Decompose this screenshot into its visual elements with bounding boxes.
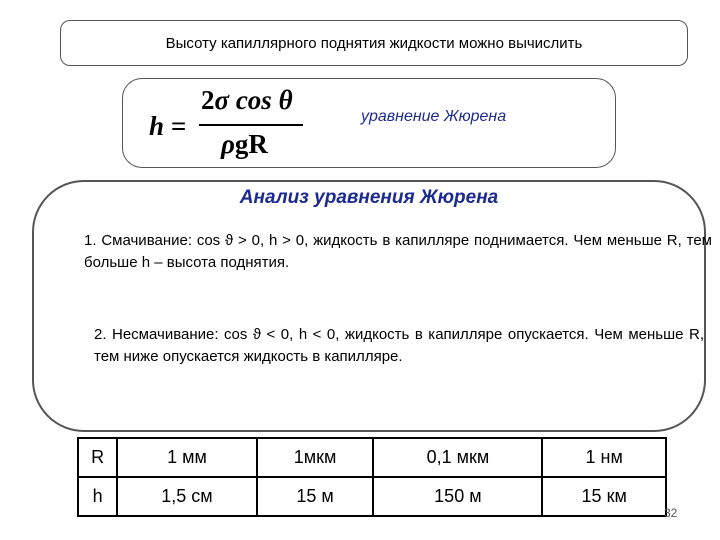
fraction-bar (199, 124, 303, 126)
capillary-height-table (77, 437, 667, 517)
table-cell: 15 км (542, 477, 666, 516)
table-cell: 150 м (373, 477, 542, 516)
non-wetting-paragraph: 2. Несмачивание: cos ϑ < 0, h < 0, жидкость в капилляре опускается. Чем меньше R, тем ниже опускается жидкость в капилляре. (94, 326, 704, 365)
table-row-height (78, 477, 666, 516)
formula-box (122, 78, 616, 168)
analysis-box (32, 180, 712, 432)
analysis-title: Анализ уравнения Жюрена (239, 187, 499, 208)
wetting-paragraph: 1. Смачивание: cos ϑ > 0, h > 0, жидкость в капилляре поднимается. Чем меньше R, тем больше h – высота поднятия. (84, 232, 712, 271)
table-cell: 15 м (257, 477, 374, 516)
denominator-rest: gR (234, 129, 268, 159)
intro-box (60, 20, 688, 66)
formula-numerator (201, 85, 293, 116)
numerator-sigma: σ (214, 85, 230, 115)
numerator-cos: cos (235, 85, 272, 115)
table-cell: R (78, 438, 117, 477)
formula-denominator (221, 129, 268, 160)
numerator-theta: θ (278, 85, 293, 115)
table-cell: 0,1 мкм (373, 438, 542, 477)
numerator-coefficient: 2 (201, 85, 215, 115)
table-cell: 1 нм (542, 438, 666, 477)
formula-label: уравнение Жюрена (361, 108, 507, 125)
table-cell: 1 мм (117, 438, 257, 477)
denominator-rho: ρ (221, 129, 235, 159)
slide-number: 32 (664, 506, 678, 520)
table-cell: 1,5 см (117, 477, 257, 516)
table-cell: h (78, 477, 117, 516)
table-row-radius (78, 438, 666, 477)
table-cell: 1мкм (257, 438, 374, 477)
intro-text: Высоту капиллярного поднятия жидкости можно вычислить (165, 34, 583, 52)
formula-lhs: h = (149, 111, 187, 141)
